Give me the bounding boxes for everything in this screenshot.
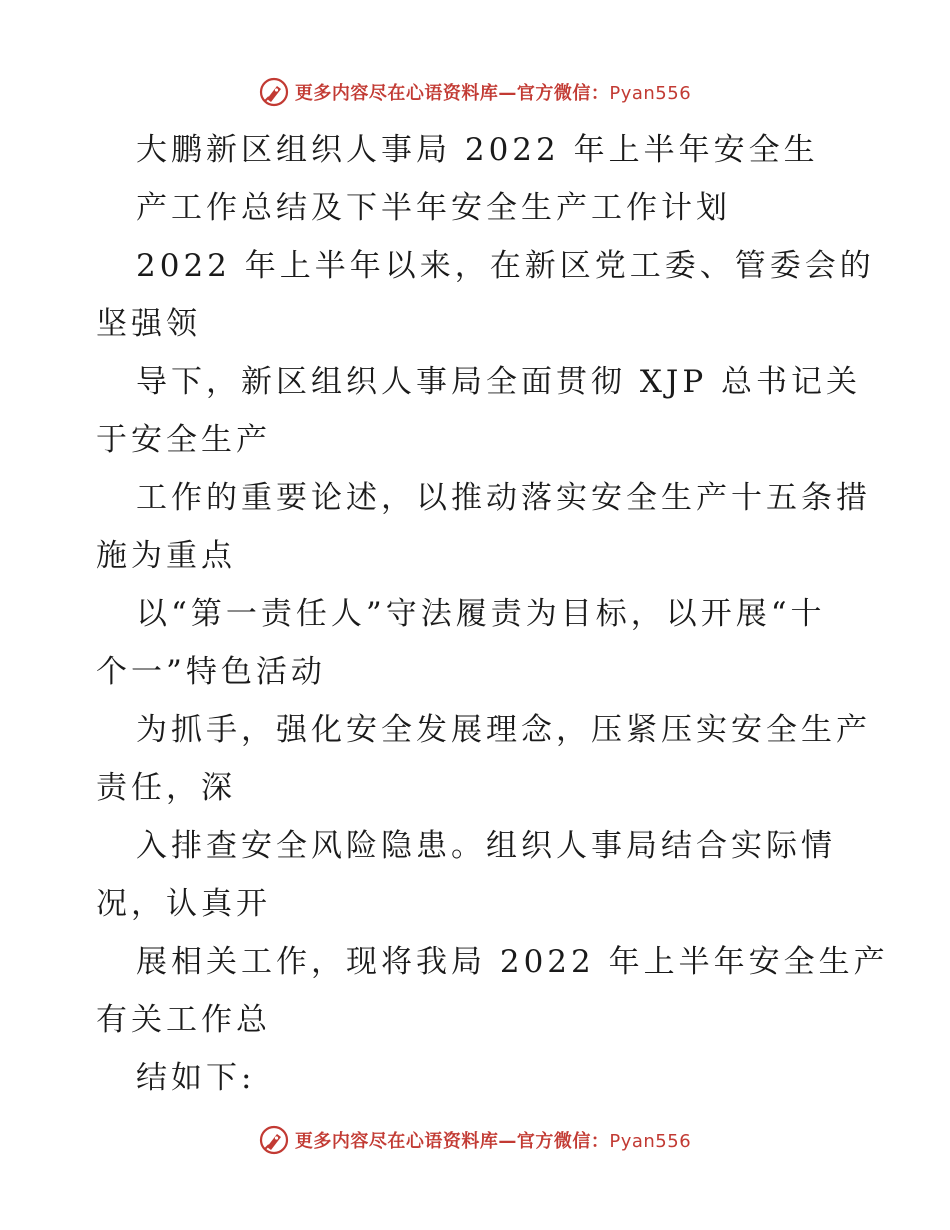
watermark-banner-top: [0, 72, 950, 112]
paragraph-line: 于安全生产: [96, 422, 271, 458]
pen-nib-logo-icon: [259, 1125, 289, 1155]
pen-nib-logo-icon: [259, 77, 289, 107]
paragraph-line: 责任，深: [96, 770, 236, 806]
paragraph-line: 以“第一责任人”守法履责为目标，以开展“十: [136, 596, 826, 632]
paragraph-line: 个一”特色活动: [96, 654, 326, 690]
paragraph-line: 2022 年上半年以来，在新区党工委、管委会的: [136, 248, 875, 284]
paragraph-line: 有关工作总: [96, 1002, 271, 1038]
paragraph-line: 工作的重要论述，以推动落实安全生产十五条措: [136, 480, 871, 516]
paragraph-line: 导下，新区组织人事局全面贯彻 XJP 总书记关: [136, 364, 862, 400]
watermark-text: 更多内容尽在心语资料库—官方微信：Pyan556: [294, 1131, 692, 1152]
paragraph-line: 为抓手，强化安全发展理念，压紧压实安全生产: [136, 712, 871, 748]
document-body: [96, 121, 889, 1107]
paragraph-line: 况，认真开: [96, 886, 271, 922]
paragraph-line: 入排查安全风险隐患。组织人事局结合实际情: [136, 828, 836, 864]
paragraph-line: 施为重点: [96, 538, 236, 574]
paragraph-line: 结如下:: [136, 1060, 256, 1096]
paragraph-line: 展相关工作，现将我局 2022 年上半年安全生产: [136, 944, 889, 980]
watermark-banner-bottom: [0, 1120, 950, 1160]
title-line-2: 产工作总结及下半年安全生产工作计划: [136, 190, 731, 226]
title-line-1: 大鹏新区组织人事局 2022 年上半年安全生: [136, 132, 819, 168]
watermark-text: 更多内容尽在心语资料库—官方微信：Pyan556: [294, 83, 692, 104]
paragraph-line: 坚强领: [96, 306, 201, 342]
